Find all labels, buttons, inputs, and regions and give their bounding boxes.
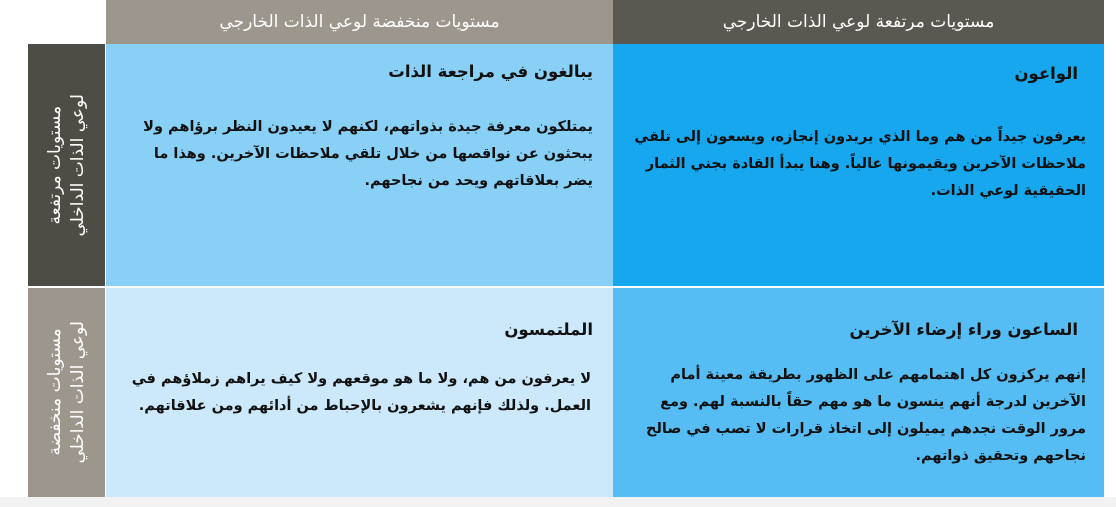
header-low-external [106,0,613,44]
row-header-low-internal [28,288,105,497]
quadrant-title: يبالغون في مراجعة الذات [388,62,593,81]
row-header-low-internal-label: مستويات منخفضة لوعي الذات الداخلي [44,321,88,464]
quadrant-title: الواعون [1014,64,1078,83]
quadrant-description: يمتلكون معرفة جيدة بذواتهم، لكنهم لا يعيدون النظر برؤاهم ولا يبحثون عن نواقصها من خلال تلقي ملاحظات الآخرين. وهذا ما يضر بعلاقاتهم ويحد من نجاحهم. [143,119,593,189]
bottom-divider [0,497,1116,507]
header-low-external-label: مستويات منخفضة لوعي الذات الخارجي [219,12,500,32]
header-high-external-label: مستويات مرتفعة لوعي الذات الخارجي [722,12,995,32]
row-header-high-internal-label: مستويات مرتفعة لوعي الذات الداخلي [44,93,88,237]
quadrant-description: يعرفون جيداً من هم وما الذي يريدون إنجازه، ويسعون إلى تلقي ملاحظات الآخرين ويقيمونها عالياً. وهنا يبدأ القادة بجني الثمار الحقيقية لوعي الذات. [634,129,1086,199]
row-header-high-internal [28,44,105,286]
quadrant-title: الساعون وراء إرضاء الآخرين [849,320,1078,339]
quadrant-description: إنهم يركزون كل اهتمامهم على الظهور بطريقة معينة أمام الآخرين لدرجة أنهم ينسون ما هو مهم حقاً بالنسبة لهم. ومع مرور الوقت نجدهم يميلون إلى اتخاذ قرارات لا تصب في صالح نجاحهم وتحقيق ذواتهم. [646,367,1086,464]
header-high-external [613,0,1104,44]
quadrant-title: الملتمسون [504,320,593,339]
quadrant-aware [613,44,1104,286]
quadrant-introspectors [106,44,613,286]
quadrant-pleasers [613,288,1104,497]
quadrant-description: لا يعرفون من هم، ولا ما هو موقعهم ولا كيف يراهم زملاؤهم في العمل. ولذلك فإنهم يشعرون بالإحباط من أدائهم ومن علاقاتهم. [131,371,591,414]
quadrant-seekers [106,288,613,497]
